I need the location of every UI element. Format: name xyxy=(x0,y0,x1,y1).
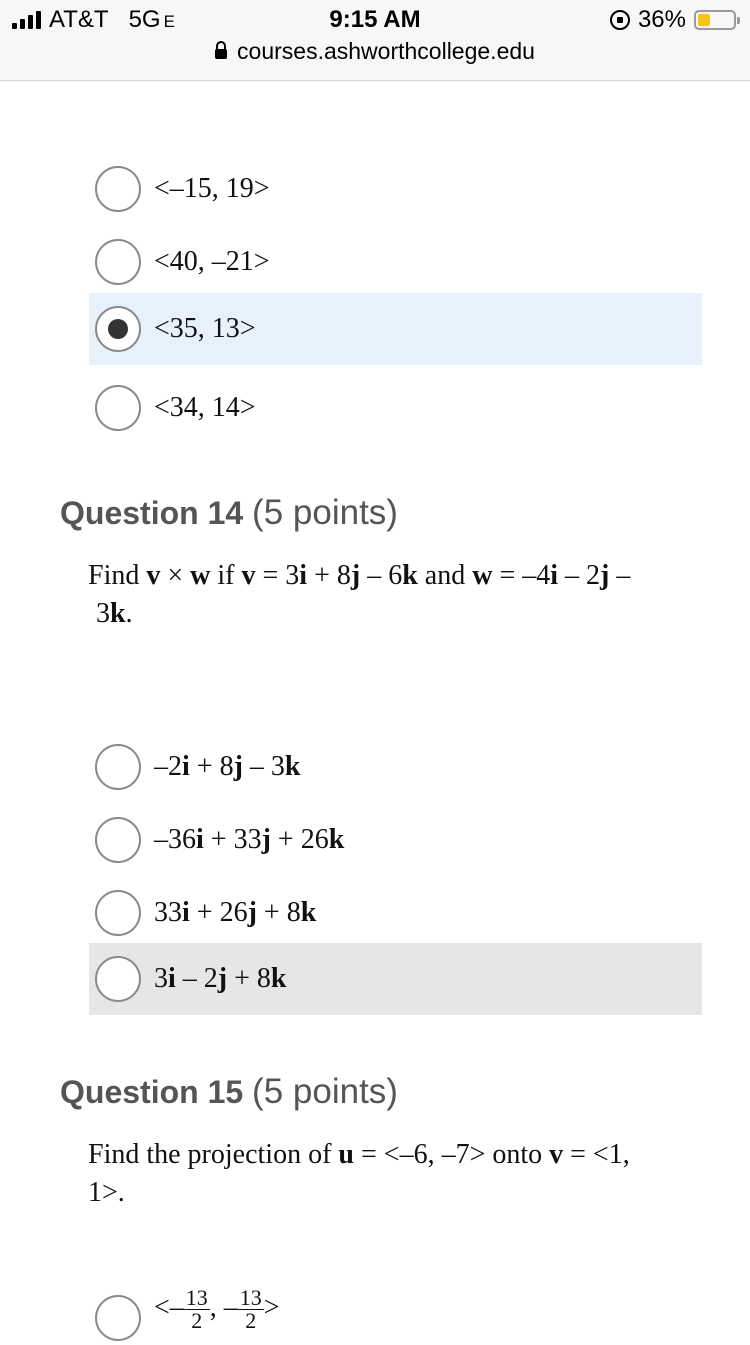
question-14-heading xyxy=(60,493,398,533)
fraction: $\frac{13}{2}$ xyxy=(185,1285,208,1333)
radio-button[interactable] xyxy=(95,1295,141,1341)
clock: 9:15 AM xyxy=(329,6,421,33)
question-points: (5 points) xyxy=(252,1072,398,1111)
option-label: –2i + 8j – 3k xyxy=(154,751,301,782)
carrier-name: AT&T xyxy=(49,6,109,33)
radio-button[interactable] xyxy=(95,239,141,285)
battery-percent: 36% xyxy=(637,6,686,33)
battery-fill xyxy=(698,14,710,26)
option-label: <–15, 19> xyxy=(154,173,270,204)
radio-button-checked[interactable] xyxy=(95,306,141,352)
q14-option-4[interactable] xyxy=(89,943,702,1015)
question-15-text: Find the projection of u = <–6, –7> onto v = <1, 1>. xyxy=(88,1139,630,1208)
q14-option-2[interactable] xyxy=(89,804,702,876)
radio-button[interactable] xyxy=(95,166,141,212)
q15-option-1[interactable] xyxy=(89,1273,702,1345)
address-bar[interactable] xyxy=(0,38,750,65)
option-label: 33i + 26j + 8k xyxy=(154,897,317,928)
question-points: (5 points) xyxy=(252,493,398,532)
q14-option-1[interactable] xyxy=(89,731,702,803)
q13-option-3[interactable] xyxy=(89,293,702,365)
network-generation: 5G xyxy=(128,6,161,33)
radio-button[interactable] xyxy=(95,956,141,1002)
q13-option-4[interactable] xyxy=(89,372,702,444)
option-label: <35, 13> xyxy=(154,313,256,344)
option-label: <40, –21> xyxy=(154,246,270,277)
radio-button[interactable] xyxy=(95,817,141,863)
question-15-heading xyxy=(60,1072,398,1112)
question-number: Question 15 xyxy=(60,1074,244,1110)
option-label: 3i – 2j + 8k xyxy=(154,963,287,994)
q14-option-3[interactable] xyxy=(89,877,702,949)
network-suffix: E xyxy=(163,12,175,31)
radio-button[interactable] xyxy=(95,385,141,431)
radio-button[interactable] xyxy=(95,744,141,790)
rotation-lock-icon xyxy=(610,10,630,30)
status-bar xyxy=(0,0,750,81)
q13-option-1[interactable] xyxy=(89,153,702,225)
option-label: <– $\frac{13}{2}$ , – $\frac{13}{2}$ > xyxy=(154,1285,280,1333)
question-number: Question 14 xyxy=(60,495,244,531)
question-14-text: Find v × w if v = 3i + 8j – 6k and w = –4i – 2j – 3k. xyxy=(88,560,631,629)
q13-option-2[interactable] xyxy=(89,226,702,298)
option-label: –36i + 33j + 26k xyxy=(154,824,345,855)
url-text: courses.ashworthcollege.edu xyxy=(237,38,535,64)
fraction: $\frac{13}{2}$ xyxy=(239,1285,262,1333)
radio-button[interactable] xyxy=(95,890,141,936)
lock-icon xyxy=(215,49,227,59)
battery-icon xyxy=(694,10,736,30)
option-label: <34, 14> xyxy=(154,392,256,423)
status-right xyxy=(610,6,736,34)
